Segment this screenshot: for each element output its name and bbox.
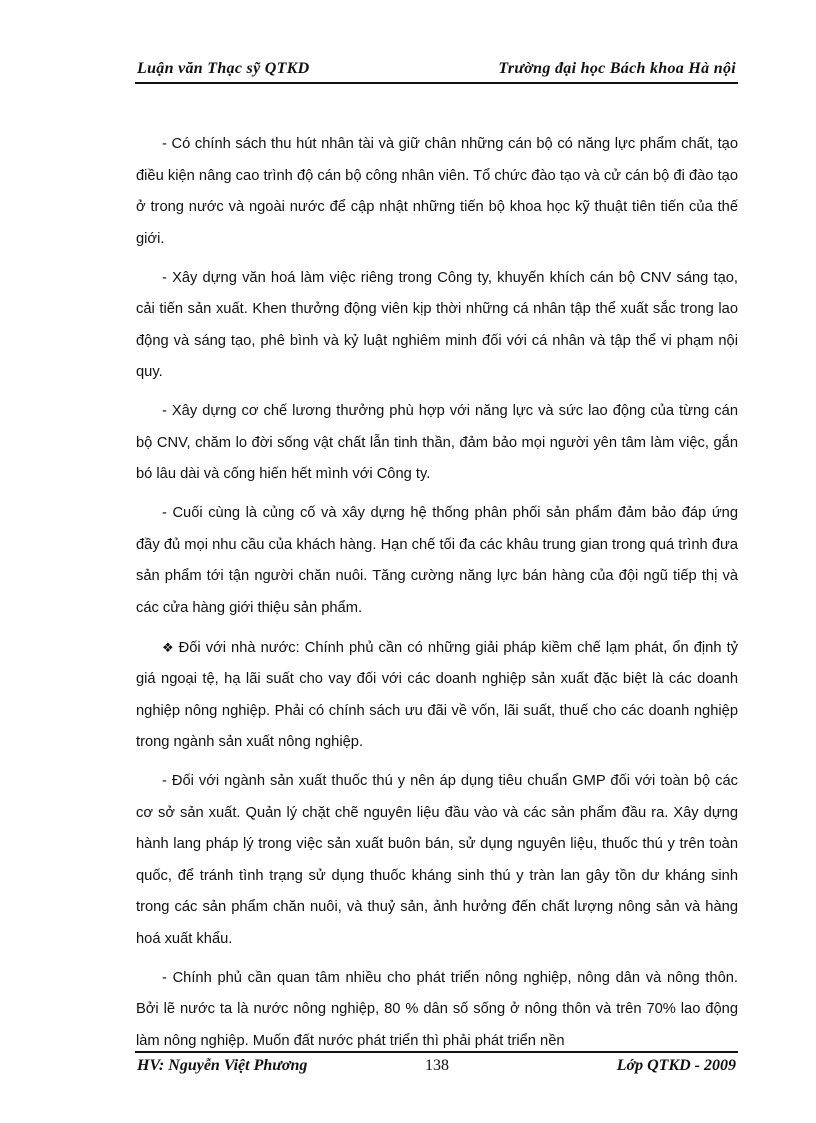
paragraph-salary-policy: - Xây dựng cơ chế lương thưởng phù hợp với năng lực và sức lao động của từng cán bộ CNV, chăm lo đời sống vật chất lẫn tinh thần, đảm bảo mọi người yên tâm làm việc, gắn bó lâu dài và cống hiến hết mình với Công ty.: [136, 403, 738, 482]
diamond-bullet-icon: ❖: [162, 639, 175, 655]
paragraph-distribution-system: - Cuối cùng là củng cố và xây dựng hệ thống phân phối sản phẩm đảm bảo đáp ứng đầy đủ mọi nhu cầu của khách hàng. Hạn chế tối đa các khâu trung gian trong quá trình đưa sản phẩm tới tận người chăn nuôi. Tăng cường năng lực bán hàng của đội ngũ tiếp thị và các cửa hàng giới thiệu sản phẩm.: [136, 505, 738, 616]
paragraph-work-culture: - Xây dựng văn hoá làm việc riêng trong Công ty, khuyến khích cán bộ CNV sáng tạo, cải tiến sản xuất. Khen thưởng động viên kịp thời những cá nhân tập thể xuất sắc trong lao động và sáng tạo, phê bình và kỷ luật nghiêm minh đối với cá nhân và tập thể vi phạm nội quy.: [136, 269, 738, 380]
paragraph-veterinary-industry: - Đối với ngành sản xuất thuốc thú y nên áp dụng tiêu chuẩn GMP đối với toàn bộ các cơ sở sản xuất. Quản lý chặt chẽ nguyên liệu đầu vào và các sản phẩm đầu ra. Xây dựng hành lang pháp lý trong việc sản xuất buôn bán, sử dụng nguyên liệu, thuốc thú y trên toàn quốc, để tránh tình trạng sử dụng thuốc kháng sinh thú y tràn lan gây tồn dư kháng sinh trong các sản phẩm chăn nuôi, và thuỷ sản, ảnh hưởng đến chất lượng nông sản và hàng hoá xuất khẩu.: [136, 773, 738, 947]
paragraph-state-recommendations: [136, 632, 738, 759]
paragraph-talent-policy: - Có chính sách thu hút nhân tài và giữ chân những cán bộ có năng lực phẩm chất, tạo điều kiện nâng cao trình độ cán bộ công nhân viên. Tổ chức đào tạo và cử cán bộ đi đào tạo ở trong nước và ngoài nước để cập nhật những tiến bộ khoa học kỹ thuật tiên tiến của thế giới.: [136, 136, 738, 247]
bullet-paragraph-text: Đối với nhà nước: Chính phủ cần có những giải pháp kiềm chế lạm phát, ổn định tỷ giá ngoại tệ, hạ lãi suất cho vay đối với các doanh nghiệp sản xuất đặc biệt là các doanh nghiệp nông nghiệp. Phải có chính sách ưu đãi về vốn, lãi suất, thuế cho các doanh nghiệp trong ngành sản xuất nông nghiệp.: [136, 639, 739, 750]
footer-author: HV: Nguyễn Việt Phương: [137, 1057, 308, 1074]
body-text: [136, 129, 738, 1065]
page-header: [135, 58, 738, 84]
page-number: 138: [425, 1057, 449, 1074]
header-thesis-title: Luận văn Thạc sỹ QTKD: [137, 60, 310, 77]
footer-class: Lớp QTKD - 2009: [616, 1057, 736, 1074]
paragraph-agriculture-development: - Chính phủ cần quan tâm nhiều cho phát triển nông nghiệp, nông dân và nông thôn. Bởi lẽ nước ta là nước nông nghiệp, 80 % dân số sống ở nông thôn và trên 70% lao động làm nông nghiệp. Muốn đất nước phát triển thì phải phát triển nền: [136, 969, 738, 1049]
page-footer: [135, 1051, 738, 1079]
header-university: Trường đại học Bách khoa Hà nội: [498, 60, 736, 77]
